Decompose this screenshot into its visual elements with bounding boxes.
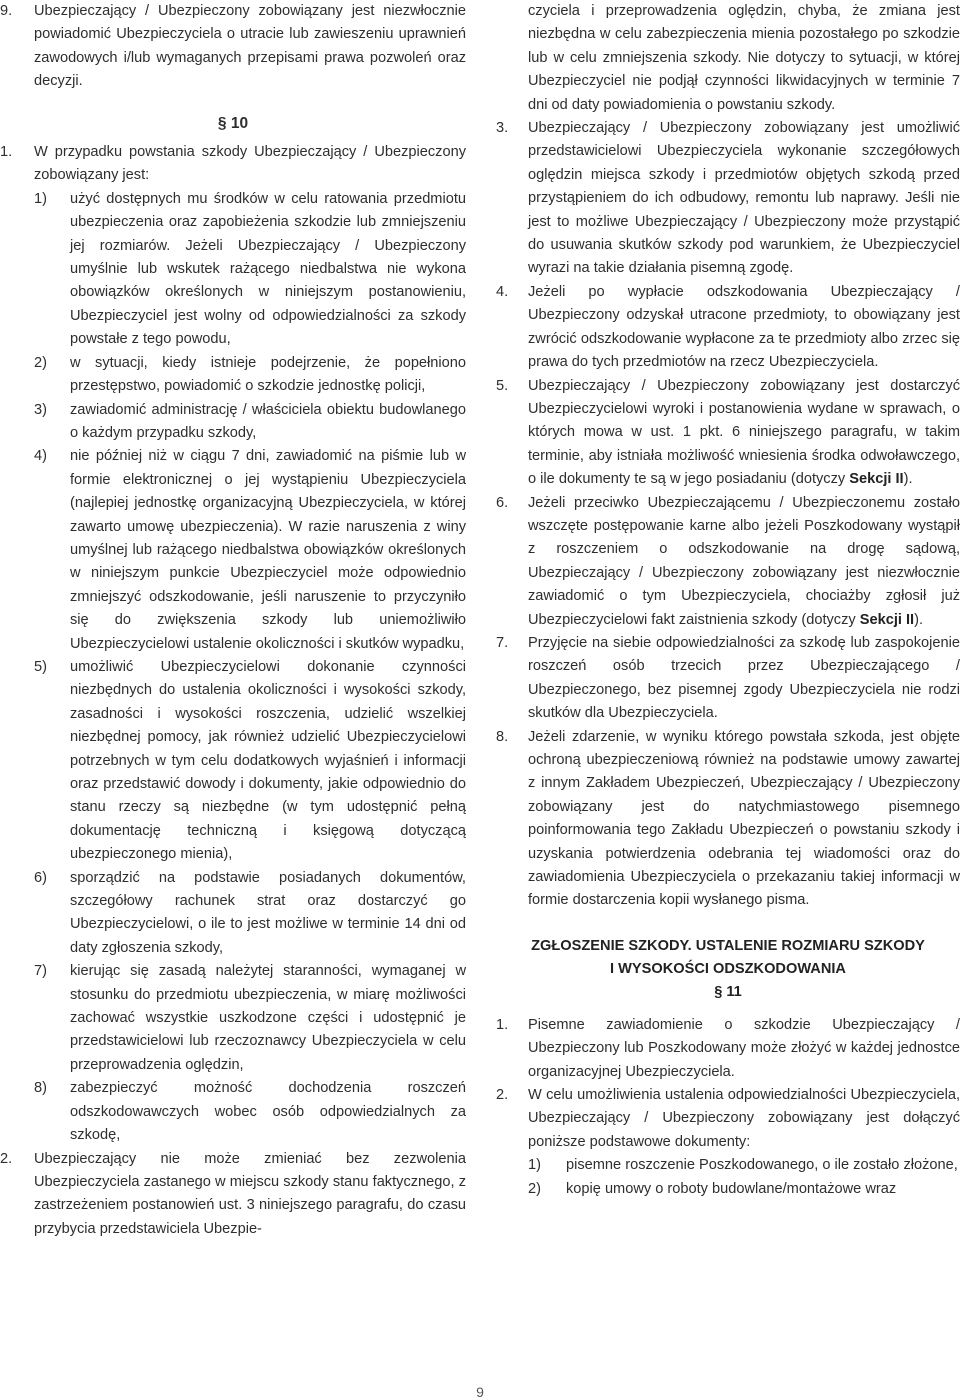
text-run: ). <box>914 611 924 628</box>
item-body <box>528 1084 960 1201</box>
sub-item-text: w sytuacji, kiedy istnieje podejrzenie, że popełniono przestępstwo, powiadomić o szkodzie jednostkę policji, <box>70 354 466 395</box>
sub-item-5 <box>34 656 466 867</box>
sub-item-text: nie później niż w ciągu 7 dni, zawiadomić na piśmie lub w formie elektronicznej o jej wystąpieniu Ubezpieczyciela (najlepiej jednostkę organizacyjną Ubezpieczyciela, w której zawarto umowę ubezpieczenia). W razie naruszenia z winy umyślnej lub rażącego niedbalstwa obowiązków określonych w niniejszym punkcie Ubezpieczyciel może odpowiednio zmniejszyć odszkodowanie, jeśli naruszenie to przyczyniło się do zwiększenia szkody lub uniemożliwiło Ubezpieczycielowi ustalenie okoliczności i skutków wypadku, <box>70 448 466 652</box>
sub-item-text: zawiadomić administrację / właściciela obiektu budowlanego o każdym przypadku szkody, <box>70 401 466 441</box>
sub-item-6 <box>34 867 466 961</box>
sub-item-text: umożliwić Ubezpieczycielowi dokonanie czynności niezbędnych do ustalenia okoliczności i wysokości szkody, zasadności i wysokości roszczenia, udzielić wszelkiej niezbędnej pomocy, jak również udzielić Ubezpieczycielowi potrzebnych w tym celu dodatkowych wyjaśnień i informacji oraz przedstawić dowody i dokumenty, jakie odpowiednio do stanu rzeczy są niezbędne (w tym udostępnić pełną dokumentację techniczną i księgową dotyczącą ubezpieczonego mienia), <box>70 658 466 863</box>
sub-item-8 <box>34 1077 466 1147</box>
sub-item-2 <box>34 352 466 399</box>
section-heading-10: § 10 <box>217 114 249 132</box>
list-item-7 <box>496 632 960 726</box>
s11-list-item-2 <box>496 1084 960 1201</box>
text-run: Ubezpieczający / Ubezpieczony zobowiązany jest dostarczyć Ubezpieczycielowi wyroki i postanowienia wydane w sprawach, o których mowa w ust. 1 pkt. 6 niniejszego paragrafu, w takim terminie, aby istniała możliwość wniesienia środka odwoławczego, o ile dokumenty te są w jego posiadaniu (dotyczy <box>528 377 960 488</box>
sub-item-number: 8) <box>34 1080 47 1097</box>
sub-item-number: 4) <box>34 448 47 465</box>
sub-item-text: użyć dostępnych mu środków w celu ratowania przedmiotu ubezpieczenia oraz zapobieżenia szkodzie lub zmniejszeniu jej rozmiarów. Jeżeli Ubezpieczający / Ubezpieczony umyślnie lub wskutek rażącego niedbalstwa nie wykona obowiązków określonych w niniejszym postanowieniu, Ubezpieczyciel jest wolny od odpowiedzialności za szkody powstałe z tego powodu, <box>70 190 466 348</box>
item-text <box>528 375 960 492</box>
page-number: 9 <box>476 1384 484 1400</box>
list-item-2 <box>0 1148 466 1242</box>
sub-item-1 <box>528 1154 960 1177</box>
continued-paragraph <box>496 0 960 117</box>
section-title-line2: I WYSOKOŚCI ODSZKODOWANIA <box>610 960 846 977</box>
item-number: 8. <box>496 728 509 745</box>
item-text: Przyjęcie na siebie odpowiedzialności za szkodę lub zaspokojenie roszczeń osób trzecich przez Ubezpieczającego / Ubezpieczonego, bez pisemnej zgody Ubezpieczyciela nie rodzi skutków dla Ubezpieczyciela. <box>528 634 960 722</box>
item-number: 9. <box>0 3 13 19</box>
list-item-5 <box>496 375 960 492</box>
bold-section-ref: Sekcji II <box>859 611 915 628</box>
item-number: 3. <box>496 120 509 137</box>
item-text: czyciela i przeprowadzenia oględzin, chyba, że zmiana jest niezbędna w celu zabezpieczenia mienia pozostałego po szkodzie lub w celu zmniejszenia szkody. Nie dotyczy to sytuacji, w której Ubezpieczyciel nie podjął czynności likwidacyjnych w terminie 7 dni od daty powiadomienia o powstaniu szkody. <box>528 3 960 113</box>
sub-item-number: 5) <box>34 658 47 675</box>
sub-item-number: 6) <box>34 869 47 886</box>
section-heading-11: § 11 <box>714 983 742 1000</box>
item-number: 4. <box>496 283 509 300</box>
item-text: Pisemne zawiadomienie o szkodzie Ubezpieczający / Ubezpieczony lub Poszkodowany może złożyć w każdej jednostce organizacyjnej Ubezpieczyciela. <box>528 1016 960 1080</box>
sub-item-number: 1) <box>34 190 47 207</box>
item-number: 6. <box>496 494 509 511</box>
sub-item-7 <box>34 960 466 1077</box>
sub-item-text: zabezpieczyć możność dochodzenia roszczeń odszkodowawczych wobec osób odpowiedzialnych za szkodę, <box>70 1080 466 1144</box>
item-text: Jeżeli zdarzenie, w wyniku którego powstała szkoda, jest objęte ochroną ubezpieczeniową również na podstawie umowy zawartej z innym Zakładem Ubezpieczeń, Ubezpieczający / Ubezpieczony zobowiązany jest do natychmiastowego pisemnego poinformowania tego Zakładu Ubezpieczeń o powstaniu szkody i uzyskania potwierdzenia odebrania tej wiadomości oraz do zawiadomienia Ubezpieczyciela o przekazaniu takiej informacji w formie dostarczenia kopii wysłanego pisma. <box>528 728 960 909</box>
sub-item-number: 2) <box>528 1180 541 1197</box>
item-number: 2. <box>496 1087 509 1104</box>
item-text: Jeżeli po wypłacie odszkodowania Ubezpieczający / Ubezpieczony odzyskał utracone przedmioty, to obowiązany jest zwrócić odszkodowanie wypłacone za te przedmioty albo zrzec się prawa do tych przedmiotów na rzecz Ubezpieczyciela. <box>528 283 960 371</box>
sub-item-1 <box>34 188 466 352</box>
sub-item-number: 3) <box>34 401 47 418</box>
sub-item-2 <box>528 1178 960 1201</box>
sub-item-text: sporządzić na podstawie posiadanych dokumentów, szczegółowy rachunek strat oraz dostarczyć go Ubezpieczycielowi, o ile to jest możliwe w terminie 14 dni od daty zgłoszenia szkody, <box>70 869 466 956</box>
right-column <box>496 0 960 1201</box>
text-run: Jeżeli przeciwko Ubezpieczającemu / Ubezpieczonemu zostało wszczęte postępowanie karne albo jeżeli Poszkodowany wystąpił z roszczeniem o odszkodowanie na drogę sądową, Ubezpieczający / Ubezpieczony zobowiązany jest niezwłocznie zawiadomić o tym Ubezpieczyciela, chociażby zgłosił już Ubezpieczycielowi fakt zaistnienia szkody (dotyczy <box>528 494 960 628</box>
section-heading-block <box>496 935 960 1004</box>
item-number: 1. <box>496 1016 509 1033</box>
section-title-line1: ZGŁOSZENIE SZKODY. USTALENIE ROZMIARU SZKODY <box>531 937 925 954</box>
list-item-4 <box>496 281 960 375</box>
text-run: ). <box>903 471 913 488</box>
sub-item-text: pisemne roszczenie Poszkodowanego, o ile zostało złożone, <box>566 1157 958 1174</box>
s11-list-item-1 <box>496 1014 960 1084</box>
sub-item-3 <box>34 399 466 446</box>
bold-section-ref: Sekcji II <box>849 471 904 488</box>
item-body <box>34 141 466 1147</box>
sub-item-number: 2) <box>34 354 47 371</box>
item-text: Ubezpieczający / Ubezpieczony zobowiązany jest umożliwić przedstawicielowi Ubezpieczyciela wykonanie szczegółowych oględzin miejsca szkody i przedmiotów objętych szkodą przed przystąpieniem do ich odbudowy, remontu lub naprawy. Jeśli nie jest to możliwe Ubezpieczający / Ubezpieczony może przystąpić do usuwania skutków szkody pod warunkiem, że Ubezpieczyciel wyrazi na takie działania pisemną zgodę. <box>528 120 960 277</box>
list-item-3 <box>496 117 960 281</box>
item-intro: W celu umożliwienia ustalenia odpowiedzialności Ubezpieczyciela, Ubezpieczający / Ubezpieczony zobowiązany jest dołączyć poniższe podstawowe dokumenty: <box>528 1087 960 1150</box>
item-number: 5. <box>496 377 509 394</box>
sub-item-4 <box>34 445 466 656</box>
item-number: 1. <box>0 144 13 161</box>
list-item-8 <box>496 726 960 913</box>
item-text <box>528 492 960 632</box>
item-text: Ubezpieczający / Ubezpieczony zobowiązany jest niezwłocznie powiadomić Ubezpieczyciela o utracie lub zawieszeniu uprawnień zawodowych i/lub wymaganych przepisami prawa pozwoleń oraz decyzji. <box>34 3 466 90</box>
item-number: 7. <box>496 634 509 651</box>
sub-item-text: kopię umowy o roboty budowlane/montażowe wraz <box>566 1180 897 1197</box>
item-number: 2. <box>0 1150 13 1167</box>
item-text: Ubezpieczający nie może zmieniać bez zezwolenia Ubezpieczyciela zastanego w miejscu szkody stanu faktycznego, z zastrzeżeniem postanowień ust. 3 niniejszego paragrafu, do czasu przybycia przedstawiciela Ubezpie- <box>34 1150 466 1237</box>
sub-item-number: 7) <box>34 963 47 980</box>
list-item-6 <box>496 492 960 632</box>
list-item-1 <box>0 141 466 1147</box>
list-item-9 <box>0 0 466 94</box>
sub-item-text: kierując się zasadą należytej staranności, wymaganej w stosunku do przedmiotu ubezpieczenia, w miarę możliwości zachować wszystkie uszkodzone części i udostępnić je przedstawicielowi lub rzeczoznawcy Ubezpieczyciela w celu przeprowadzenia oględzin, <box>70 963 466 1073</box>
item-intro: W przypadku powstania szkody Ubezpieczający / Ubezpieczony zobowiązany jest: <box>34 144 466 184</box>
sub-item-number: 1) <box>528 1157 541 1174</box>
left-column <box>0 0 466 1241</box>
